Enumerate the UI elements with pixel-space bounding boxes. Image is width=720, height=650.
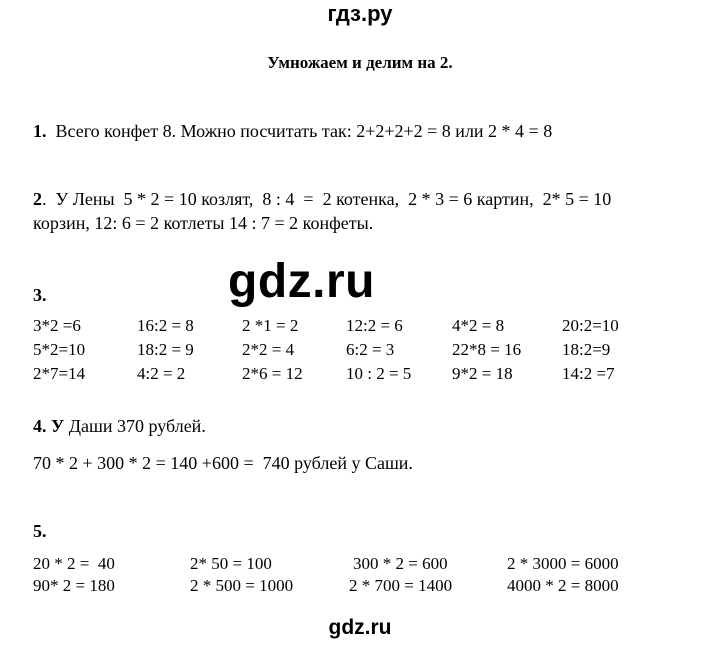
task-2-line-1 — [33, 188, 611, 211]
site-header: гдз.ру — [327, 1, 393, 26]
watermark: gdz.ru — [228, 255, 375, 308]
task-5-cell: 2 * 3000 = 6000 — [507, 554, 619, 573]
task-2-text-1: . У Лены 5 * 2 = 10 козлят, 8 : 4 = 2 котенка, 2 * 3 = 6 картин, 2* 5 = 10 — [42, 189, 612, 209]
task-5-cell: 90* 2 = 180 — [33, 576, 115, 595]
task-1-text: Всего конфет 8. Можно посчитать так: 2+2+2+2 = 8 или 2 * 4 = 8 — [46, 121, 553, 141]
task-3-cell: 12:2 = 6 — [346, 316, 403, 335]
task-5-cell: 2* 50 = 100 — [190, 554, 272, 573]
task-3-cell: 22*8 = 16 — [452, 340, 522, 359]
task-3-cell: 2*7=14 — [33, 364, 86, 383]
task-3-cell: 18:2 = 9 — [137, 340, 194, 359]
task-3-cell: 16:2 = 8 — [137, 316, 194, 335]
task-2-line-2: корзин, 12: 6 = 2 котлеты 14 : 7 = 2 конфеты. — [33, 213, 374, 233]
task-3-cell: 6:2 = 3 — [346, 340, 395, 359]
task-5-cell: 2 * 500 = 1000 — [190, 576, 294, 595]
task-3-cell: 4:2 = 2 — [137, 364, 186, 383]
task-3-cell: 2*2 = 4 — [242, 340, 295, 359]
task-3-cell: 2*6 = 12 — [242, 364, 303, 383]
task-5-cell: 300 * 2 = 600 — [353, 554, 448, 573]
page-title: Умножаем и делим на 2. — [267, 53, 453, 72]
footer-watermark: gdz.ru — [328, 616, 392, 639]
task-3-number — [33, 284, 47, 307]
task-5-number — [33, 520, 47, 543]
task-4-line-1 — [33, 415, 206, 438]
task-3-cell: 2 *1 = 2 — [242, 316, 299, 335]
task-1 — [33, 120, 552, 143]
task-5-cell: 2 * 700 = 1400 — [349, 576, 453, 595]
task-4-text-1: Даши 370 рублей. — [64, 416, 206, 436]
task-2-number: 2 — [33, 189, 42, 209]
task-3-cell: 10 : 2 = 5 — [346, 364, 412, 383]
task-3-cell: 5*2=10 — [33, 340, 86, 359]
task-3-cell: 9*2 = 18 — [452, 364, 513, 383]
task-1-number: 1. — [33, 121, 47, 141]
task-5-cell: 20 * 2 = 40 — [33, 554, 115, 573]
task-3-number-label: 3. — [33, 285, 47, 305]
task-5-number-label: 5. — [33, 521, 47, 541]
task-3-cell: 4*2 = 8 — [452, 316, 505, 335]
task-3-cell: 14:2 =7 — [562, 364, 615, 383]
task-3-cell: 18:2=9 — [562, 340, 611, 359]
task-4-line-2: 70 * 2 + 300 * 2 = 140 +600 = 740 рублей у Саши. — [33, 453, 413, 473]
task-3-cell: 3*2 =6 — [33, 316, 81, 335]
task-4-number: 4. У — [33, 416, 65, 436]
task-5-cell: 4000 * 2 = 8000 — [507, 576, 619, 595]
task-3-cell: 20:2=10 — [562, 316, 619, 335]
